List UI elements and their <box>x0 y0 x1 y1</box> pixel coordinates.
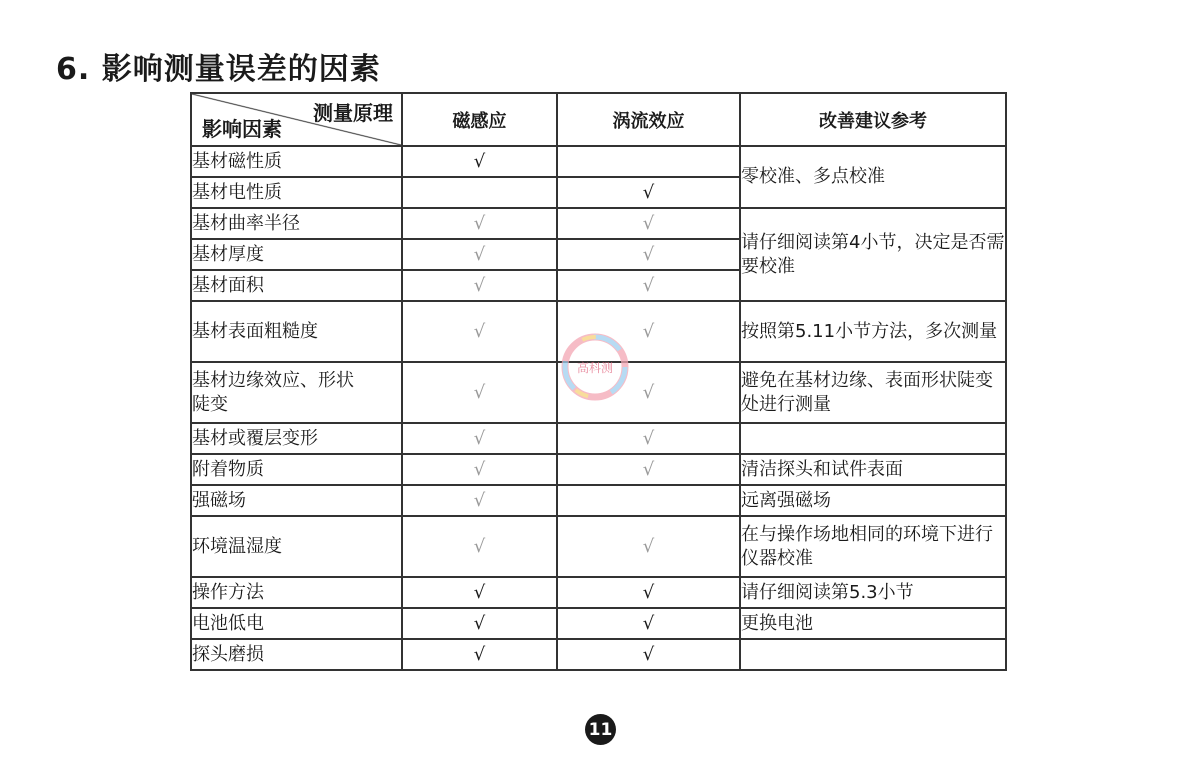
eddy-mark: √ <box>557 577 740 608</box>
table-row <box>191 423 1006 454</box>
error-factors-table <box>190 92 1007 671</box>
table-row <box>191 639 1006 670</box>
eddy-mark: √ <box>557 270 740 301</box>
magnetic-mark: √ <box>402 577 557 608</box>
eddy-mark <box>557 146 740 177</box>
eddy-mark: √ <box>557 608 740 639</box>
advice-cell: 按照第5.11小节方法，多次测量 <box>740 301 1006 362</box>
eddy-mark: √ <box>557 177 740 208</box>
eddy-mark: √ <box>557 639 740 670</box>
table-row <box>191 454 1006 485</box>
table-row <box>191 146 1006 177</box>
eddy-mark <box>557 485 740 516</box>
factor-cell: 电池低电 <box>191 608 402 639</box>
factor-cell: 基材厚度 <box>191 239 402 270</box>
factor-cell: 强磁场 <box>191 485 402 516</box>
advice-column-header: 改善建议参考 <box>740 93 1006 146</box>
magnetic-mark: √ <box>402 362 557 423</box>
factor-cell: 基材表面粗糙度 <box>191 301 402 362</box>
factor-cell: 操作方法 <box>191 577 402 608</box>
eddy-mark: √ <box>557 362 740 423</box>
magnetic-mark: √ <box>402 208 557 239</box>
magnetic-mark: √ <box>402 454 557 485</box>
magnetic-mark: √ <box>402 423 557 454</box>
advice-cell: 零校准、多点校准 <box>740 146 1006 208</box>
eddy-mark: √ <box>557 454 740 485</box>
eddy-mark: √ <box>557 208 740 239</box>
eddy-mark: √ <box>557 301 740 362</box>
eddy-column-header: 涡流效应 <box>557 93 740 146</box>
magnetic-mark: √ <box>402 516 557 577</box>
magnetic-mark: √ <box>402 301 557 362</box>
factor-cell: 环境温湿度 <box>191 516 402 577</box>
factor-header: 影响因素 <box>202 117 282 141</box>
factor-cell: 基材面积 <box>191 270 402 301</box>
advice-cell: 在与操作场地相同的环境下进行仪器校准 <box>740 516 1006 577</box>
magnetic-mark: √ <box>402 485 557 516</box>
advice-cell: 请仔细阅读第4小节，决定是否需要校准 <box>740 208 1006 301</box>
table-header-row <box>191 93 1006 146</box>
diagonal-header-cell <box>191 93 402 146</box>
factor-cell: 基材或覆层变形 <box>191 423 402 454</box>
magnetic-mark: √ <box>402 146 557 177</box>
eddy-mark: √ <box>557 423 740 454</box>
page-number-badge: 11 <box>585 714 616 745</box>
factor-cell: 基材磁性质 <box>191 146 402 177</box>
magnetic-mark: √ <box>402 608 557 639</box>
watermark-text: 高科测 <box>576 361 614 375</box>
factor-cell: 基材边缘效应、形状陡变 <box>191 362 402 423</box>
advice-cell: 避免在基材边缘、表面形状陡变处进行测量 <box>740 362 1006 423</box>
advice-cell: 远离强磁场 <box>740 485 1006 516</box>
magnetic-mark: √ <box>402 239 557 270</box>
advice-cell: 更换电池 <box>740 608 1006 639</box>
factor-cell: 基材曲率半径 <box>191 208 402 239</box>
principle-header: 测量原理 <box>313 101 393 125</box>
table-row <box>191 516 1006 577</box>
advice-cell <box>740 639 1006 670</box>
factor-cell: 探头磨损 <box>191 639 402 670</box>
table-row <box>191 208 1006 239</box>
table-row <box>191 362 1006 423</box>
section-title: 6. 影响测量误差的因素 <box>56 52 381 87</box>
table-row <box>191 485 1006 516</box>
table-row <box>191 577 1006 608</box>
factor-cell: 基材电性质 <box>191 177 402 208</box>
magnetic-column-header: 磁感应 <box>402 93 557 146</box>
advice-cell: 清洁探头和试件表面 <box>740 454 1006 485</box>
advice-cell <box>740 423 1006 454</box>
factor-cell: 附着物质 <box>191 454 402 485</box>
magnetic-mark: √ <box>402 270 557 301</box>
table-row <box>191 608 1006 639</box>
eddy-mark: √ <box>557 239 740 270</box>
table-row <box>191 301 1006 362</box>
magnetic-mark: √ <box>402 639 557 670</box>
magnetic-mark <box>402 177 557 208</box>
eddy-mark: √ <box>557 516 740 577</box>
advice-cell: 请仔细阅读第5.3小节 <box>740 577 1006 608</box>
